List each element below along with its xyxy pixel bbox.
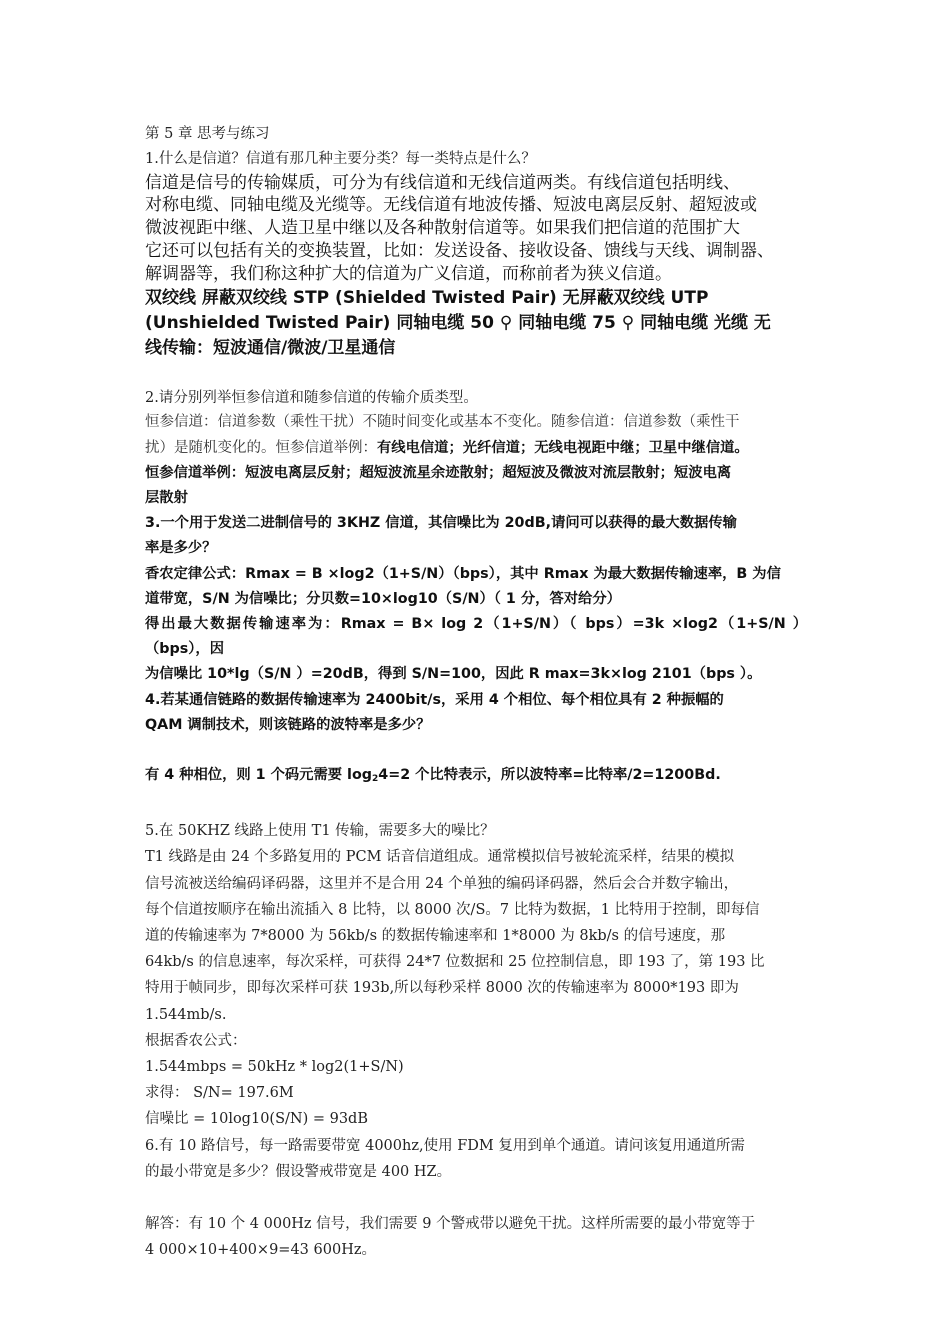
q1-answer-line: 它还可以包括有关的变换装置，比如：发送设备、接收设备、馈线与天线、调制器、 bbox=[145, 240, 774, 261]
q6-question-line: 6.有 10 路信号，每一路需要带宽 4000hz,使用 FDM 复用到单个通道。请问该复用通道所需 bbox=[145, 1137, 745, 1154]
q5-t1-line: T1 线路是由 24 个多路复用的 PCM 话音信道组成。通常模拟信号被轮流采样，结果的模拟 bbox=[145, 849, 735, 866]
question-3 bbox=[145, 511, 807, 687]
q1-media-line: 线传输：短波通信/微波/卫星通信 bbox=[145, 337, 396, 358]
document-page bbox=[145, 122, 807, 1263]
q3-line: 得出最大数据传输速率为：Rmax = B× log 2（1+S/N）（ bps）=3k ×log2（1+S/N ）（bps），因 bbox=[145, 616, 807, 658]
question-5 bbox=[145, 818, 807, 1132]
q5-formula-line: 信噪比 = 10log10(S/N) = 93dB bbox=[145, 1111, 368, 1128]
q5-question: 5.在 50KHZ 线路上使用 T1 传输，需要多大的噪比？ bbox=[145, 823, 495, 840]
q1-answer-line: 解调器等，我们称这种扩大的信道为广义信道，而称前者为狭义信道。 bbox=[145, 263, 672, 284]
q5-formula-line: 1.544mbps = 50kHz * log2(1+S/N) bbox=[145, 1059, 404, 1076]
q5-t1-line: 特用于帧同步，即每次采样可获 193b,所以每秒采样 8000 次的传输速率为 8000*193 即为 bbox=[145, 980, 739, 997]
q4-line: 4.若某通信链路的数据传输速率为 2400bit/s，采用 4 个相位、每个相位具有 2 种振幅的 bbox=[145, 691, 724, 708]
q2-answer-line: 层散射 bbox=[145, 489, 188, 506]
q4-answer-post: 4=2 个比特表示，所以波特率=比特率/2=1200Bd. bbox=[378, 767, 721, 784]
question-4 bbox=[145, 688, 807, 793]
q1-question: 1.什么是信道？信道有那几种主要分类？每一类特点是什么？ bbox=[145, 150, 536, 167]
q5-formula-line: 求得： S/N= 197.6M bbox=[145, 1085, 294, 1102]
spacer bbox=[145, 361, 807, 386]
q1-media-line: 双绞线 屏蔽双绞线 STP (Shielded Twisted Pair) 无屏蔽双绞线 UTP bbox=[145, 287, 709, 308]
q4-line: QAM 调制技术，则该链路的波特率是多少？ bbox=[145, 716, 431, 733]
question-6 bbox=[145, 1133, 807, 1264]
q5-t1-line: 64kb/s 的信息速率，每次采样，可获得 24*7 位数据和 25 位控制信息，即 193 了，第 193 比 bbox=[145, 954, 765, 971]
q5-t1-line: 1.544mb/s. bbox=[145, 1006, 227, 1023]
q5-formula-line: 根据香农公式： bbox=[145, 1032, 247, 1049]
q2-answer-plain: 扰）是随机变化的。恒参信道举例： bbox=[145, 439, 377, 456]
chapter-title: 第 5 章 思考与练习 bbox=[145, 126, 270, 142]
q3-line: 3.一个用于发送二进制信号的 3KHZ 信道，其信噪比为 20dB,请问可以获得的最大数据传输 bbox=[145, 515, 737, 532]
q6-question-line: 的最小带宽是多少？假设警戒带宽是 400 HZ。 bbox=[145, 1163, 452, 1180]
spacer bbox=[145, 792, 807, 818]
q3-line: 为信噪比 10*lg（S/N ）=20dB，得到 S/N=100，因此 R max=3k×log 2101（bps ）。 bbox=[145, 666, 762, 683]
q3-line: 道带宽，S/N 为信噪比；分贝数=10×log10（S/N）（ 1 分，答对给分） bbox=[145, 590, 621, 607]
spacer bbox=[145, 738, 807, 763]
q2-question: 2.请分别列举恒参信道和随参信道的传输介质类型。 bbox=[145, 389, 478, 406]
q1-answer-line: 信道是信号的传输媒质，可分为有线信道和无线信道两类。有线信道包括明线、 bbox=[145, 172, 740, 193]
q3-line: 香农定律公式：Rmax = B ×log2（1+S/N）（bps），其中 Rmax 为最大数据传输速率，B 为信 bbox=[145, 565, 781, 582]
q2-answer-line bbox=[145, 436, 807, 461]
q5-t1-line: 每个信道按顺序在输出流插入 8 比特，以 8000 次/S。7 比特为数据，1 比特用于控制，即每信 bbox=[145, 901, 760, 918]
q4-answer-sub: 2 bbox=[372, 774, 379, 785]
q6-answer-line: 解答：有 10 个 4 000Hz 信号，我们需要 9 个警戒带以避免干扰。这样所需要的最小带宽等于 bbox=[145, 1216, 756, 1233]
q3-line: 率是多少？ bbox=[145, 540, 217, 557]
q1-answer-line: 微波视距中继、人造卫星中继以及各种散射信道等。如果我们把信道的范围扩大 bbox=[145, 218, 740, 239]
question-2 bbox=[145, 386, 807, 512]
q4-answer-pre: 有 4 种相位，则 1 个码元需要 log bbox=[145, 767, 373, 784]
spacer bbox=[145, 1185, 807, 1211]
q1-answer-line: 对称电缆、同轴电缆及光缆等。无线信道有地波传播、短波电离层反射、超短波或 bbox=[145, 195, 757, 216]
q6-answer-line: 4 000×10+400×9=43 600Hz。 bbox=[145, 1242, 376, 1259]
q4-answer bbox=[145, 763, 807, 792]
q1-media-line: (Unshielded Twisted Pair) 同轴电缆 50 ⚲ 同轴电缆 75 ⚲ 同轴电缆 光缆 无 bbox=[145, 312, 771, 333]
q2-answer-line: 恒参信道举例：短波电离层反射；超短波流星余迹散射；超短波及微波对流层散射；短波电离 bbox=[145, 464, 732, 481]
q5-t1-line: 道的传输速率为 7*8000 为 56kb/s 的数据传输速率和 1*8000 为 8kb/s 的信号速度，那 bbox=[145, 928, 726, 945]
question-1 bbox=[145, 147, 807, 361]
q5-t1-line: 信号流被送给编码译码器，这里并不是合用 24 个单独的编码译码器，然后会合并数字输出， bbox=[145, 875, 739, 892]
q2-answer-line: 恒参信道：信道参数（乘性干扰）不随时间变化或基本不变化。随参信道：信道参数（乘性干 bbox=[145, 414, 740, 431]
q2-answer-bold: 有线电信道；光纤信道；无线电视距中继；卫星中继信道。 bbox=[377, 439, 749, 456]
